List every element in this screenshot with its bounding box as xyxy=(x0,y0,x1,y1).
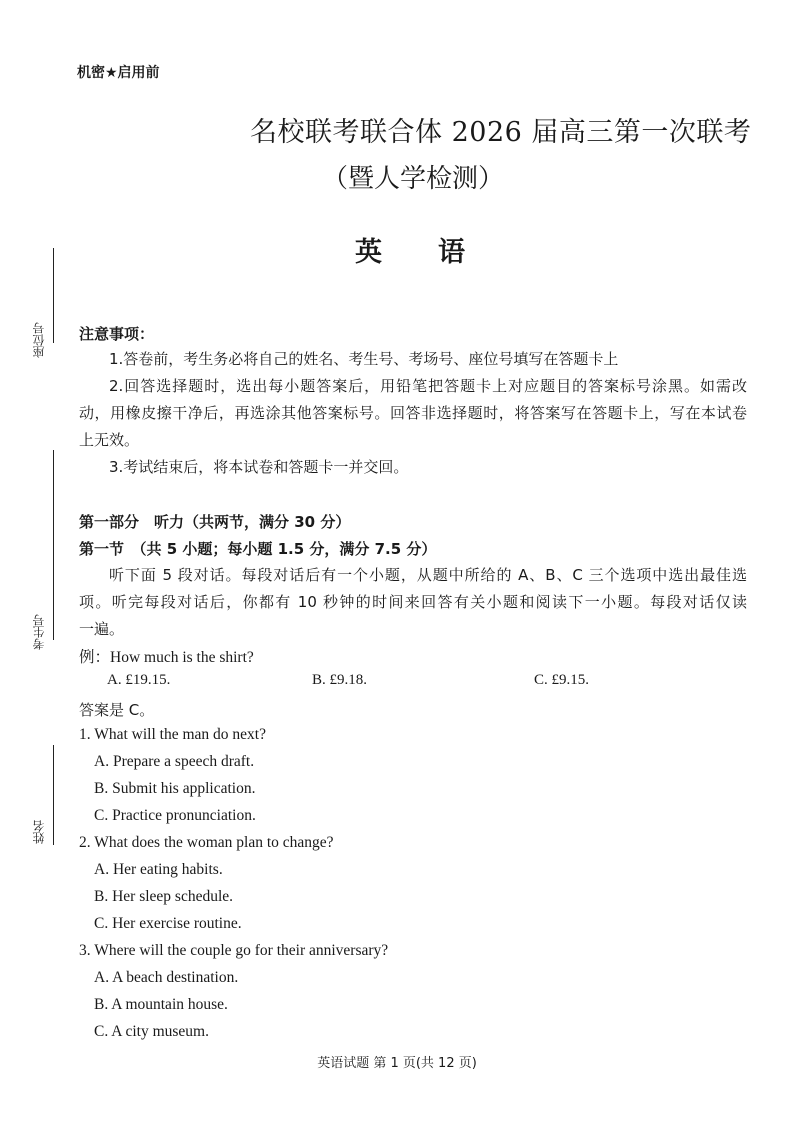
exam-title: 名校联考联合体 2026 届高三第一次联考 xyxy=(250,117,752,148)
example-option-a: A. £19.15. xyxy=(107,672,171,688)
section1-heading: 第一节 （共 5 小题；每小题 1.5 分，满分 7.5 分） xyxy=(79,540,437,558)
note-item-1: 1.答卷前，考生务必将自己的姓名、考生号、考场号、座位号填写在答题卡上 xyxy=(109,350,619,368)
example-option-c: C. £9.15. xyxy=(534,672,590,688)
note-item-2-line3: 上无效。 xyxy=(79,431,140,449)
name-label: 姓名 xyxy=(32,820,46,844)
notes-heading: 注意事项： xyxy=(79,325,155,343)
question-1-option-a: A. Prepare a speech draft. xyxy=(94,753,255,770)
exam-number-line xyxy=(53,450,54,640)
question-3-option-a: A. A beach destination. xyxy=(94,969,239,986)
section1-intro-line1: 听下面 5 段对话。每段对话后有一个小题，从题中所给的 A、B、C 三个选项中选出最佳选 xyxy=(109,566,747,584)
note-item-3: 3.考试结束后，将本试卷和答题卡一并交回。 xyxy=(109,458,409,476)
question-1-option-c: C. Practice pronunciation. xyxy=(94,807,256,824)
page-footer: 英语试题 第 1 页(共 12 页) xyxy=(317,1056,477,1071)
example-option-b: B. £9.18. xyxy=(312,672,368,688)
exam-subtitle: （暨人学检测） xyxy=(322,164,505,194)
seat-line xyxy=(53,248,54,343)
exam-number-label: 考生号 xyxy=(32,614,46,650)
subject-title: 英语 xyxy=(355,237,521,268)
name-line xyxy=(53,745,54,845)
question-2-option-a: A. Her eating habits. xyxy=(94,861,223,878)
question-3-option-c: C. A city museum. xyxy=(94,1023,209,1040)
note-item-2-line1: 2.回答选择题时，选出每小题答案后，用铅笔把答题卡上对应题目的答案标号涂黑。如需改 xyxy=(109,377,747,395)
example-question: 例：How much is the shirt? xyxy=(79,649,254,666)
section1-intro-line3: 一遍。 xyxy=(79,620,125,638)
confidential-mark: 机密★启用前 xyxy=(77,65,160,81)
note-item-2-line2: 动，用橡皮擦干净后，再选涂其他答案标号。回答非选择题时，将答案写在答题卡上，写在本试卷 xyxy=(79,404,747,422)
question-2: 2. What does the woman plan to change? xyxy=(79,834,334,851)
part1-heading: 第一部分 听力（共两节，满分 30 分） xyxy=(79,513,351,531)
section1-intro-line2: 项。听完每段对话后，你都有 10 秒钟的时间来回答有关小题和阅读下一小题。每段对话仅读 xyxy=(79,593,747,611)
question-1-option-b: B. Submit his application. xyxy=(94,780,256,797)
question-3: 3. Where will the couple go for their anniversary? xyxy=(79,942,389,959)
question-2-option-c: C. Her exercise routine. xyxy=(94,915,242,932)
question-1: 1. What will the man do next? xyxy=(79,726,266,743)
seat-label: 座位号 xyxy=(32,322,46,358)
question-2-option-b: B. Her sleep schedule. xyxy=(94,888,234,905)
example-answer: 答案是 C。 xyxy=(79,701,155,719)
question-3-option-b: B. A mountain house. xyxy=(94,996,228,1013)
